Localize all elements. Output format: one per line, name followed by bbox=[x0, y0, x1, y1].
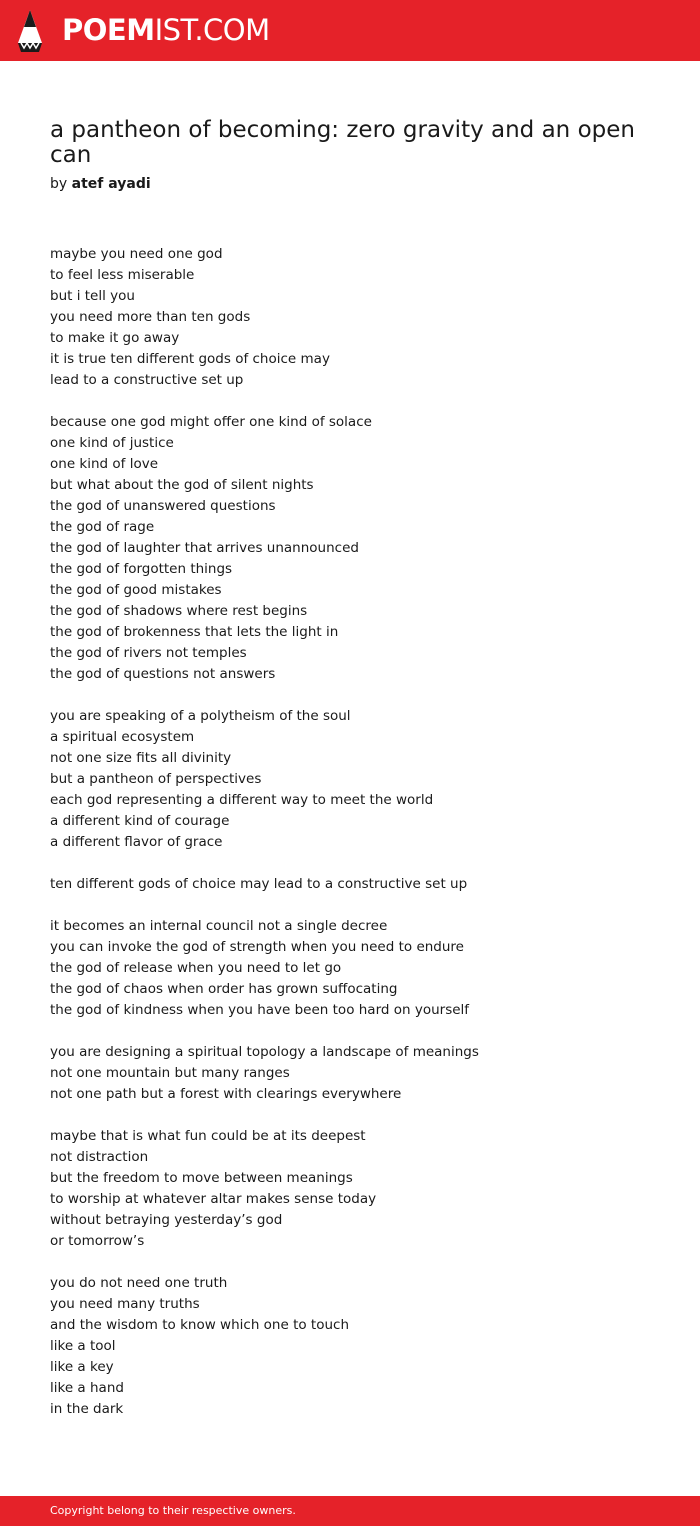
poem-body bbox=[50, 244, 670, 1441]
poem-line: maybe that is what fun could be at its deepest bbox=[50, 1128, 366, 1144]
poem-stanza bbox=[50, 1042, 670, 1105]
poem-stanza bbox=[50, 1273, 670, 1420]
poem-line: to worship at whatever altar makes sense today bbox=[50, 1191, 377, 1207]
poem-title: a pantheon of becoming: zero gravity and an open can bbox=[50, 117, 635, 168]
poem-line: not one mountain but many ranges bbox=[50, 1065, 290, 1081]
poem-line: one kind of justice bbox=[50, 435, 174, 451]
poem-line: one kind of love bbox=[50, 456, 159, 472]
poem-line: a different kind of courage bbox=[50, 813, 230, 829]
poem-line: not one path but a forest with clearings everywhere bbox=[50, 1086, 402, 1102]
poem-line: in the dark bbox=[50, 1401, 124, 1417]
poem-stanza bbox=[50, 412, 670, 685]
poem-line: to make it go away bbox=[50, 330, 180, 346]
poem-line: the god of release when you need to let go bbox=[50, 960, 342, 976]
logo-bold-text: POEM bbox=[62, 13, 155, 47]
byline-prefix: by bbox=[50, 176, 68, 192]
poem-stanza bbox=[50, 916, 670, 1021]
poem-line: you are designing a spiritual topology a landscape of meanings bbox=[50, 1044, 479, 1060]
site-footer bbox=[0, 1496, 700, 1526]
poem-line: you can invoke the god of strength when you need to endure bbox=[50, 939, 464, 955]
poem-stanza bbox=[50, 244, 670, 391]
poem-line: the god of questions not answers bbox=[50, 666, 276, 682]
poem-line: the god of good mistakes bbox=[50, 582, 222, 598]
poem-line: but a pantheon of perspectives bbox=[50, 771, 262, 787]
poem-line: a spiritual ecosystem bbox=[50, 729, 195, 745]
poem-line: the god of laughter that arrives unannounced bbox=[50, 540, 359, 556]
poem-line: like a tool bbox=[50, 1338, 116, 1354]
poem-line: but i tell you bbox=[50, 288, 135, 304]
logo-light-text: IST.COM bbox=[154, 13, 270, 47]
byline bbox=[50, 174, 151, 194]
poem-line: each god representing a different way to meet the world bbox=[50, 792, 434, 808]
poem-line: the god of forgotten things bbox=[50, 561, 233, 577]
poem-line: it becomes an internal council not a single decree bbox=[50, 918, 388, 934]
poem-line: not distraction bbox=[50, 1149, 149, 1165]
poem-line: the god of rage bbox=[50, 519, 155, 535]
poem-line: the god of brokenness that lets the light in bbox=[50, 624, 339, 640]
copyright-text: Copyright belong to their respective owners. bbox=[50, 1504, 296, 1517]
poem-line: you are speaking of a polytheism of the soul bbox=[50, 708, 351, 724]
poem-line: or tomorrow’s bbox=[50, 1233, 145, 1249]
poem-line: a different flavor of grace bbox=[50, 834, 223, 850]
poem-line: because one god might offer one kind of solace bbox=[50, 414, 372, 430]
site-logo[interactable] bbox=[62, 12, 270, 48]
poem-line: without betraying yesterday’s god bbox=[50, 1212, 283, 1228]
poem-line: and the wisdom to know which one to touch bbox=[50, 1317, 350, 1333]
poem-line: but the freedom to move between meanings bbox=[50, 1170, 353, 1186]
poem-line: you do not need one truth bbox=[50, 1275, 228, 1291]
pencil-icon[interactable] bbox=[17, 9, 43, 53]
poem-line: the god of kindness when you have been too hard on yourself bbox=[50, 1002, 470, 1018]
poem-line: you need many truths bbox=[50, 1296, 200, 1312]
poem-line: the god of unanswered questions bbox=[50, 498, 276, 514]
author-name: atef ayadi bbox=[71, 176, 151, 192]
poem-line: but what about the god of silent nights bbox=[50, 477, 314, 493]
poem-line: to feel less miserable bbox=[50, 267, 195, 283]
poem-line: you need more than ten gods bbox=[50, 309, 251, 325]
poem-line: not one size fits all divinity bbox=[50, 750, 232, 766]
poem-stanza bbox=[50, 1126, 670, 1252]
poem-line: lead to a constructive set up bbox=[50, 372, 244, 388]
poem-line: it is true ten different gods of choice may bbox=[50, 351, 330, 367]
poem-line: the god of chaos when order has grown suffocating bbox=[50, 981, 398, 997]
poem-line: ten different gods of choice may lead to a constructive set up bbox=[50, 876, 468, 892]
poem-line: like a hand bbox=[50, 1380, 124, 1396]
poem-stanza bbox=[50, 706, 670, 853]
poem-line: the god of shadows where rest begins bbox=[50, 603, 308, 619]
poem-line: maybe you need one god bbox=[50, 246, 223, 262]
site-header bbox=[0, 0, 700, 61]
poem-line: like a key bbox=[50, 1359, 114, 1375]
poem-stanza bbox=[50, 874, 670, 895]
poem-line: the god of rivers not temples bbox=[50, 645, 247, 661]
